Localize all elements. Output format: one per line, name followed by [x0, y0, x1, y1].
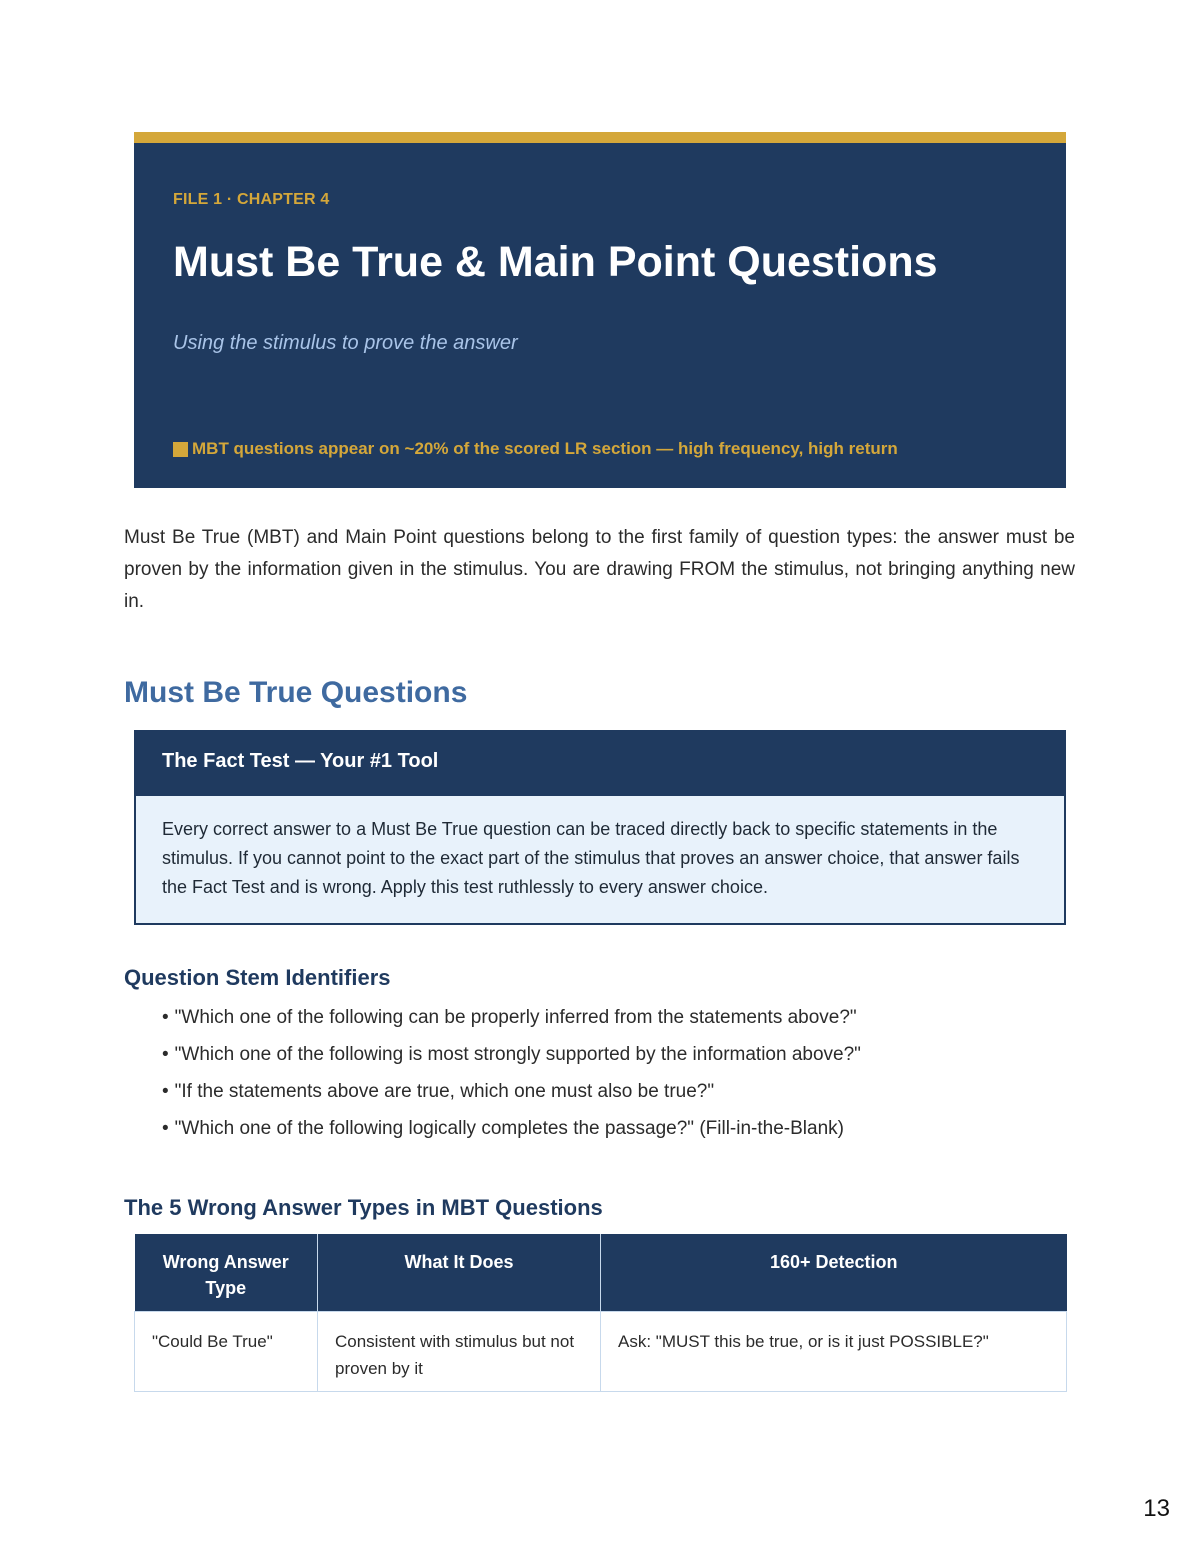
stems-heading: Question Stem Identifiers	[124, 965, 391, 990]
bullet-icon: •	[162, 1081, 169, 1102]
list-item: • "Which one of the following can be properly inferred from the statements above?"	[162, 1007, 857, 1028]
callout-title: The Fact Test — Your #1 Tool	[134, 730, 1066, 796]
list-item: • "If the statements above are true, which one must also be true?"	[162, 1081, 715, 1102]
column-header: 160+ Detection	[601, 1234, 1067, 1311]
chapter-title: Must Be True & Main Point Questions	[173, 238, 938, 286]
list-item: • "Which one of the following is most strongly supported by the information above?"	[162, 1044, 861, 1065]
section-heading: Must Be True Questions	[124, 676, 468, 709]
column-header: Wrong Answer Type	[135, 1234, 318, 1311]
column-header: What It Does	[318, 1234, 601, 1311]
chapter-eyebrow: FILE 1 · CHAPTER 4	[173, 191, 330, 208]
stems-list	[162, 1004, 861, 1152]
bullet-icon: •	[162, 1007, 169, 1028]
page-number: 13	[1143, 1495, 1170, 1522]
square-bullet-icon	[173, 442, 188, 457]
wrong-answer-table	[134, 1234, 1067, 1392]
table-header-row	[135, 1234, 1067, 1311]
chapter-subtitle: Using the stimulus to prove the answer	[173, 332, 518, 354]
chapter-note-text: MBT questions appear on ~20% of the scored LR section — high frequency, high return	[192, 439, 898, 458]
bullet-icon: •	[162, 1044, 169, 1065]
list-item: • "Which one of the following logically completes the passage?" (Fill-in-the-Blank)	[162, 1118, 844, 1139]
table-cell: "Could Be True"	[135, 1311, 318, 1391]
chapter-header	[134, 132, 1066, 488]
table-cell: Consistent with stimulus but not proven by it	[318, 1311, 601, 1391]
table-cell: Ask: "MUST this be true, or is it just POSSIBLE?"	[601, 1311, 1067, 1391]
callout-body: Every correct answer to a Must Be True question can be traced directly back to specific statements in the stimulus. If you cannot point to the exact part of the stimulus that proves an answer choice, that answer fails the Fact Test and is wrong. Apply this test ruthlessly to every answer choice.	[134, 796, 1066, 925]
bullet-icon: •	[162, 1118, 169, 1139]
table-row	[135, 1311, 1067, 1391]
chapter-note	[173, 439, 898, 459]
wrong-answers-heading: The 5 Wrong Answer Types in MBT Questions	[124, 1195, 603, 1220]
intro-paragraph: Must Be True (MBT) and Main Point questions belong to the first family of question types: the answer must be proven by the information given in the stimulus. You are drawing FROM the stimulus, not bringing anything new in.	[124, 527, 1075, 612]
